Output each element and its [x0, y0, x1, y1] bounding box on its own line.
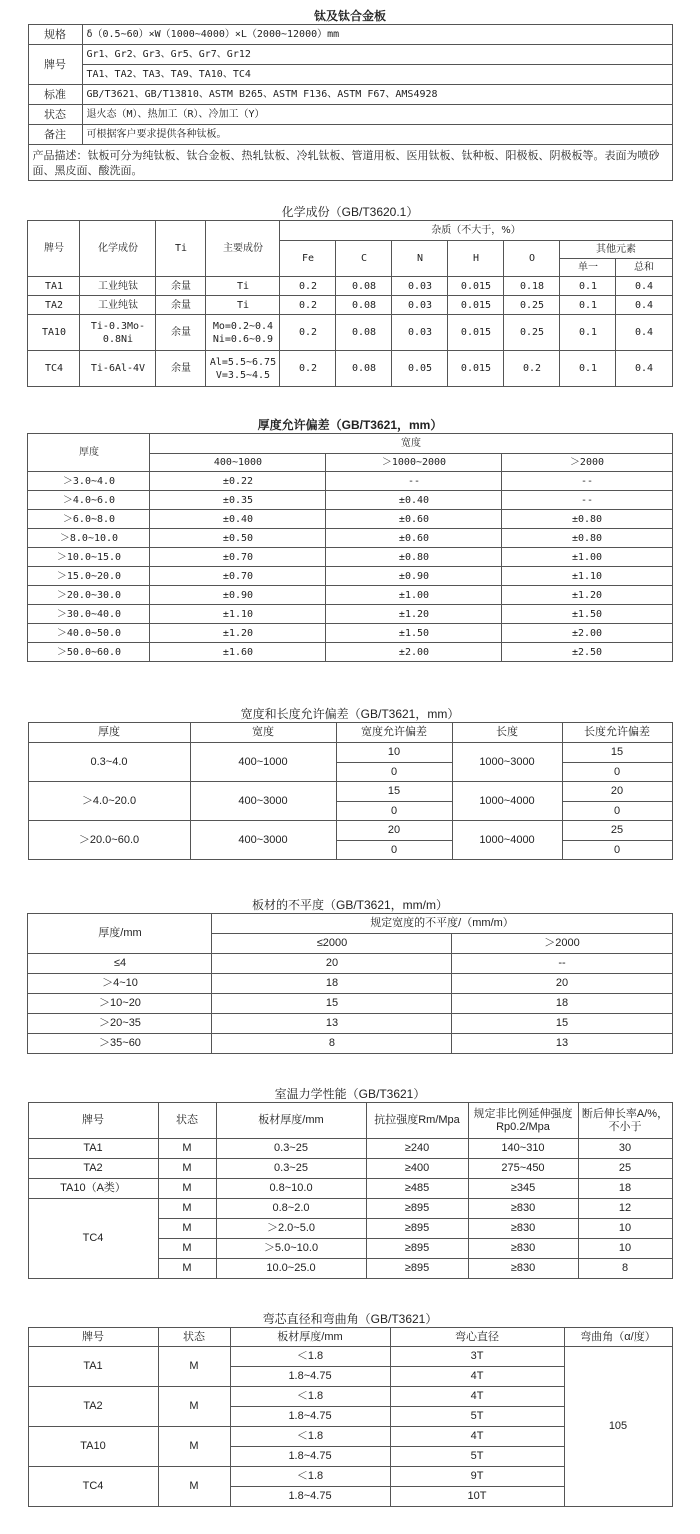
spec-value: GB/T3621、GB/T13810、ASTM B265、ASTM F136、ASTM F67、AMS4928 — [82, 85, 672, 105]
table-row — [28, 351, 672, 387]
chem-header-o: O — [504, 241, 560, 277]
table-row — [28, 472, 672, 491]
spec-row — [28, 125, 672, 145]
thick-tol-w1: ±0.70 — [150, 567, 326, 586]
chem-total: 0.4 — [616, 315, 672, 351]
spec-desc-row — [28, 145, 672, 181]
chem-header-row — [28, 221, 672, 241]
spec-title: 钛及钛合金板 — [313, 9, 386, 23]
spec-value: 退火态（M）、热加工（R）、冷加工（Y） — [82, 105, 672, 125]
bend-header-row — [28, 1328, 672, 1347]
spec-section — [0, 8, 700, 181]
thick-tol-w3: ±1.50 — [502, 605, 672, 624]
flat-thickness: ＞35~60 — [28, 1034, 212, 1054]
chem-h: 0.015 — [448, 277, 504, 296]
mech-rm: ≥485 — [366, 1179, 468, 1199]
table-row — [28, 296, 672, 315]
mech-rp: ≥830 — [468, 1219, 578, 1239]
chem-header-comp: 化学成份 — [80, 221, 156, 277]
mech-rm: ≥895 — [366, 1259, 468, 1279]
thick-tol-w1: ±0.50 — [150, 529, 326, 548]
bend-thickness: 1.8~4.75 — [230, 1487, 390, 1507]
bend-table — [28, 1327, 673, 1507]
mech-thickness: ＞2.0~5.0 — [216, 1219, 366, 1239]
table-row — [28, 624, 672, 643]
mech-header-rp: 规定非比例延伸强度Rp0.2/Mpa — [468, 1103, 578, 1139]
chem-total: 0.4 — [616, 296, 672, 315]
chem-main: Ti — [206, 296, 280, 315]
chem-title: 化学成份（GB/T3620.1） — [281, 205, 419, 219]
mech-elongation: 25 — [578, 1159, 672, 1179]
mech-thickness: 0.8~2.0 — [216, 1199, 366, 1219]
chem-header-total: 总和 — [616, 259, 672, 277]
bend-diameter: 10T — [390, 1487, 564, 1507]
flat-w1: 8 — [212, 1034, 452, 1054]
mech-elongation: 18 — [578, 1179, 672, 1199]
bend-diameter: 4T — [390, 1387, 564, 1407]
spec-row — [28, 65, 672, 85]
wl-tol-thickness: 0.3~4.0 — [28, 743, 190, 782]
chem-o: 0.25 — [504, 296, 560, 315]
wl-tol-width: 400~3000 — [190, 821, 336, 860]
thick-tol-table — [27, 433, 672, 662]
chem-comp: 工业纯钛 — [80, 277, 156, 296]
bend-diameter: 3T — [390, 1347, 564, 1367]
wl-tol-wtol-lower: 0 — [336, 763, 452, 782]
mech-rp: 275~450 — [468, 1159, 578, 1179]
spec-value: δ（0.5~60）×W（1000~4000）×L（2000~12000）mm — [82, 25, 672, 45]
wl-tol-length: 1000~4000 — [452, 782, 562, 821]
chem-grade: TA10 — [28, 315, 80, 351]
mech-header-thick: 板材厚度/mm — [216, 1103, 366, 1139]
thick-tol-header-w1: 400~1000 — [150, 454, 326, 472]
table-row — [28, 605, 672, 624]
bend-title: 弯芯直径和弯曲角（GB/T3621） — [262, 1312, 438, 1326]
flat-table — [27, 913, 672, 1054]
thick-tol-w1: ±0.90 — [150, 586, 326, 605]
thick-tol-w3: -- — [502, 491, 672, 510]
thick-tol-w2: ±1.00 — [326, 586, 502, 605]
bend-diameter: 9T — [390, 1467, 564, 1487]
bend-diameter: 4T — [390, 1427, 564, 1447]
table-row — [28, 277, 672, 296]
thick-tol-header-row — [28, 434, 672, 454]
mech-thickness: 0.8~10.0 — [216, 1179, 366, 1199]
chem-comp: 工业纯钛 — [80, 296, 156, 315]
thick-tol-w2: ±0.60 — [326, 510, 502, 529]
mech-elongation: 8 — [578, 1259, 672, 1279]
wl-tol-ltol-upper: 15 — [562, 743, 672, 763]
bend-state: M — [158, 1427, 230, 1467]
chem-single: 0.1 — [560, 296, 616, 315]
thick-tol-w3: ±1.20 — [502, 586, 672, 605]
mech-rm: ≥240 — [366, 1139, 468, 1159]
thick-tol-w3: ±1.00 — [502, 548, 672, 567]
mech-rm: ≥895 — [366, 1239, 468, 1259]
mech-header-grade: 牌号 — [28, 1103, 158, 1139]
mech-rm: ≥400 — [366, 1159, 468, 1179]
bend-section — [0, 1311, 700, 1507]
table-row — [28, 974, 672, 994]
mech-grade: TA2 — [28, 1159, 158, 1179]
mech-rp: ≥830 — [468, 1259, 578, 1279]
mech-elongation: 10 — [578, 1239, 672, 1259]
bend-header-angle: 弯曲角（α/度） — [564, 1328, 672, 1347]
bend-header-thick: 板材厚度/mm — [230, 1328, 390, 1347]
thick-tol-w1: ±1.60 — [150, 643, 326, 662]
chem-h: 0.015 — [448, 351, 504, 387]
wl-tol-wtol-upper: 10 — [336, 743, 452, 763]
chem-comp: Ti-0.3Mo-0.8Ni — [80, 315, 156, 351]
thick-tol-thickness: ＞8.0~10.0 — [28, 529, 150, 548]
mech-header-row — [28, 1103, 672, 1139]
wl-tol-wtol-upper: 15 — [336, 782, 452, 802]
thick-tol-w3: ±1.10 — [502, 567, 672, 586]
chem-comp: Ti-6Al-4V — [80, 351, 156, 387]
chem-grade: TA1 — [28, 277, 80, 296]
thick-tol-header-w3: ＞2000 — [502, 454, 672, 472]
chem-main: Al=5.5~6.75 V=3.5~4.5 — [206, 351, 280, 387]
table-row — [28, 954, 672, 974]
mech-rp: ≥830 — [468, 1239, 578, 1259]
wl-tol-header-width: 宽度 — [190, 723, 336, 743]
chem-o: 0.18 — [504, 277, 560, 296]
table-row — [28, 821, 672, 841]
bend-thickness: ＜1.8 — [230, 1467, 390, 1487]
flat-title: 板材的不平度（GB/T3621，mm/m） — [251, 898, 449, 912]
table-row — [28, 782, 672, 802]
chem-n: 0.03 — [392, 277, 448, 296]
chem-header-single: 单一 — [560, 259, 616, 277]
mech-header-state: 状态 — [158, 1103, 216, 1139]
thick-tol-header-width: 宽度 — [150, 434, 672, 454]
thick-tol-thickness: ＞40.0~50.0 — [28, 624, 150, 643]
table-row — [28, 1014, 672, 1034]
wl-tol-length: 1000~3000 — [452, 743, 562, 782]
chem-header-c: C — [336, 241, 392, 277]
mech-table — [28, 1102, 673, 1279]
spec-row — [28, 105, 672, 125]
flat-header-row — [28, 914, 672, 934]
chem-n: 0.05 — [392, 351, 448, 387]
table-row — [28, 1179, 672, 1199]
table-row — [28, 548, 672, 567]
wl-tol-header-ltol: 长度允许偏差 — [562, 723, 672, 743]
chem-fe: 0.2 — [280, 296, 336, 315]
thick-tol-w2: ±1.50 — [326, 624, 502, 643]
chem-c: 0.08 — [336, 351, 392, 387]
table-row — [28, 1347, 672, 1367]
wl-tol-ltol-lower: 0 — [562, 841, 672, 860]
bend-diameter: 5T — [390, 1447, 564, 1467]
spec-table — [28, 24, 673, 181]
thick-tol-w1: ±1.10 — [150, 605, 326, 624]
bend-thickness: ＜1.8 — [230, 1347, 390, 1367]
chem-o: 0.25 — [504, 315, 560, 351]
thick-tol-header-thick: 厚度 — [28, 434, 150, 472]
spec-label: 标准 — [28, 85, 82, 105]
mech-elongation: 30 — [578, 1139, 672, 1159]
spec-value: Gr1、Gr2、Gr3、Gr5、Gr7、Gr12 — [82, 45, 672, 65]
table-row — [28, 567, 672, 586]
wl-tol-title: 宽度和长度允许偏差（GB/T3621，mm） — [240, 707, 460, 721]
chem-single: 0.1 — [560, 315, 616, 351]
spec-value: 可根据客户要求提供各种钛板。 — [82, 125, 672, 145]
flat-thickness: ＞10~20 — [28, 994, 212, 1014]
bend-diameter: 4T — [390, 1367, 564, 1387]
wl-tol-header-thick: 厚度 — [28, 723, 190, 743]
mech-thickness: 0.3~25 — [216, 1159, 366, 1179]
bend-thickness: ＜1.8 — [230, 1387, 390, 1407]
bend-header-state: 状态 — [158, 1328, 230, 1347]
bend-grade: TA1 — [28, 1347, 158, 1387]
chem-table — [27, 220, 672, 387]
flat-header-thick: 厚度/mm — [28, 914, 212, 954]
mech-state: M — [158, 1139, 216, 1159]
flat-w1: 15 — [212, 994, 452, 1014]
table-row — [28, 743, 672, 763]
chem-header-other: 其他元素 — [560, 241, 672, 259]
thick-tol-w2: ±1.20 — [326, 605, 502, 624]
chem-total: 0.4 — [616, 351, 672, 387]
flat-w2: 20 — [452, 974, 672, 994]
spec-row — [28, 25, 672, 45]
flat-w1: 13 — [212, 1014, 452, 1034]
spec-row — [28, 45, 672, 65]
table-row — [28, 1034, 672, 1054]
thick-tol-thickness: ＞20.0~30.0 — [28, 586, 150, 605]
bend-diameter: 5T — [390, 1407, 564, 1427]
flat-w2: 18 — [452, 994, 672, 1014]
bend-thickness: ＜1.8 — [230, 1427, 390, 1447]
mech-thickness: 0.3~25 — [216, 1139, 366, 1159]
mech-thickness: 10.0~25.0 — [216, 1259, 366, 1279]
chem-c: 0.08 — [336, 296, 392, 315]
mech-state: M — [158, 1259, 216, 1279]
bend-grade: TA2 — [28, 1387, 158, 1427]
table-row — [28, 529, 672, 548]
thick-tol-thickness: ＞3.0~4.0 — [28, 472, 150, 491]
flat-header-spec: 规定宽度的不平度/（mm/m） — [212, 914, 672, 934]
bend-grade: TC4 — [28, 1467, 158, 1507]
spec-value: TA1、TA2、TA3、TA9、TA10、TC4 — [82, 65, 672, 85]
thick-tol-thickness: ＞15.0~20.0 — [28, 567, 150, 586]
wl-tol-width: 400~3000 — [190, 782, 336, 821]
mech-rm: ≥895 — [366, 1219, 468, 1239]
table-row — [28, 586, 672, 605]
wl-tol-ltol-upper: 25 — [562, 821, 672, 841]
chem-h: 0.015 — [448, 296, 504, 315]
thick-tol-header-w2: ＞1000~2000 — [326, 454, 502, 472]
flat-thickness: ＞4~10 — [28, 974, 212, 994]
table-row — [28, 315, 672, 351]
wl-tol-thickness: ＞4.0~20.0 — [28, 782, 190, 821]
bend-thickness: 1.8~4.75 — [230, 1367, 390, 1387]
wl-tol-length: 1000~4000 — [452, 821, 562, 860]
thick-tol-w2: ±0.40 — [326, 491, 502, 510]
bend-grade: TA10 — [28, 1427, 158, 1467]
chem-header-fe: Fe — [280, 241, 336, 277]
flat-thickness: ＞20~35 — [28, 1014, 212, 1034]
chem-header-h: H — [448, 241, 504, 277]
chem-section — [0, 204, 700, 387]
bend-thickness: 1.8~4.75 — [230, 1447, 390, 1467]
mech-grade: TC4 — [28, 1199, 158, 1279]
bend-state: M — [158, 1387, 230, 1427]
bend-state: M — [158, 1347, 230, 1387]
mech-rm: ≥895 — [366, 1199, 468, 1219]
mech-thickness: ＞5.0~10.0 — [216, 1239, 366, 1259]
chem-main: Mo=0.2~0.4 Ni=0.6~0.9 — [206, 315, 280, 351]
mech-header-rm: 抗拉强度Rm/Mpa — [366, 1103, 468, 1139]
mech-elongation: 10 — [578, 1219, 672, 1239]
thick-tol-thickness: ＞30.0~40.0 — [28, 605, 150, 624]
wl-tol-section — [0, 706, 700, 860]
chem-o: 0.2 — [504, 351, 560, 387]
mech-state: M — [158, 1239, 216, 1259]
thick-tol-w3: ±2.50 — [502, 643, 672, 662]
thick-tol-w1: ±0.35 — [150, 491, 326, 510]
chem-header-n: N — [392, 241, 448, 277]
bend-angle: 105 — [564, 1347, 672, 1507]
thick-tol-thickness: ＞4.0~6.0 — [28, 491, 150, 510]
chem-grade: TC4 — [28, 351, 80, 387]
spec-label: 备注 — [28, 125, 82, 145]
wl-tol-ltol-lower: 0 — [562, 802, 672, 821]
chem-header-ti: Ti — [156, 221, 206, 277]
thick-tol-w2: ±0.80 — [326, 548, 502, 567]
wl-tol-header-row — [28, 723, 672, 743]
chem-grade: TA2 — [28, 296, 80, 315]
table-row — [28, 643, 672, 662]
chem-single: 0.1 — [560, 277, 616, 296]
chem-fe: 0.2 — [280, 351, 336, 387]
mech-state: M — [158, 1219, 216, 1239]
thick-tol-w3: ±0.80 — [502, 510, 672, 529]
flat-thickness: ≤4 — [28, 954, 212, 974]
flat-header-w2: ＞2000 — [452, 934, 672, 954]
chem-fe: 0.2 — [280, 277, 336, 296]
thick-tol-w1: ±0.40 — [150, 510, 326, 529]
spec-label: 规格 — [28, 25, 82, 45]
bend-state: M — [158, 1467, 230, 1507]
thick-tol-w1: ±0.70 — [150, 548, 326, 567]
thick-tol-w2: ±2.00 — [326, 643, 502, 662]
thick-tol-w3: -- — [502, 472, 672, 491]
mech-elongation: 12 — [578, 1199, 672, 1219]
chem-total: 0.4 — [616, 277, 672, 296]
table-row — [28, 491, 672, 510]
wl-tol-wtol-upper: 20 — [336, 821, 452, 841]
chem-n: 0.03 — [392, 315, 448, 351]
table-row — [28, 1199, 672, 1219]
flat-w2: -- — [452, 954, 672, 974]
flat-w1: 20 — [212, 954, 452, 974]
flat-section — [0, 897, 700, 1054]
thick-tol-w3: ±2.00 — [502, 624, 672, 643]
mech-state: M — [158, 1199, 216, 1219]
bend-thickness: 1.8~4.75 — [230, 1407, 390, 1427]
thick-tol-title: 厚度允许偏差（GB/T3621，mm） — [257, 418, 443, 432]
thick-tol-thickness: ＞6.0~8.0 — [28, 510, 150, 529]
thick-tol-section — [0, 417, 700, 662]
wl-tol-header-len: 长度 — [452, 723, 562, 743]
mech-rp: ≥345 — [468, 1179, 578, 1199]
chem-fe: 0.2 — [280, 315, 336, 351]
wl-tol-wtol-lower: 0 — [336, 802, 452, 821]
thick-tol-thickness: ＞50.0~60.0 — [28, 643, 150, 662]
thick-tol-w1: ±0.22 — [150, 472, 326, 491]
chem-main: Ti — [206, 277, 280, 296]
flat-w1: 18 — [212, 974, 452, 994]
bend-header-dia: 弯心直径 — [390, 1328, 564, 1347]
flat-header-w1: ≤2000 — [212, 934, 452, 954]
mech-state: M — [158, 1159, 216, 1179]
flat-w2: 13 — [452, 1034, 672, 1054]
wl-tol-ltol-upper: 20 — [562, 782, 672, 802]
chem-h: 0.015 — [448, 315, 504, 351]
spec-label: 状态 — [28, 105, 82, 125]
chem-header-impurity: 杂质（不大于，%） — [280, 221, 672, 241]
thick-tol-w3: ±0.80 — [502, 529, 672, 548]
chem-ti: 余量 — [156, 315, 206, 351]
wl-tol-thickness: ＞20.0~60.0 — [28, 821, 190, 860]
chem-n: 0.03 — [392, 296, 448, 315]
thick-tol-w2: ±0.60 — [326, 529, 502, 548]
thick-tol-thickness: ＞10.0~15.0 — [28, 548, 150, 567]
thick-tol-w2: ±0.90 — [326, 567, 502, 586]
table-row — [28, 1139, 672, 1159]
thick-tol-w1: ±1.20 — [150, 624, 326, 643]
mech-state: M — [158, 1179, 216, 1199]
mech-title: 室温力学性能（GB/T3621） — [274, 1087, 426, 1101]
chem-c: 0.08 — [336, 315, 392, 351]
mech-section — [0, 1086, 700, 1279]
wl-tol-wtol-lower: 0 — [336, 841, 452, 860]
wl-tol-width: 400~1000 — [190, 743, 336, 782]
spec-description: 产品描述：钛板可分为纯钛板、钛合金板、热轧钛板、冷轧钛板、管道用板、医用钛板、钛种板、阳极板、阴极板等。表面为喷砂面、黑皮面、酸洗面。 — [28, 145, 672, 181]
spec-row — [28, 85, 672, 105]
mech-grade: TA1 — [28, 1139, 158, 1159]
mech-rp: 140~310 — [468, 1139, 578, 1159]
mech-rp: ≥830 — [468, 1199, 578, 1219]
chem-header-grade: 牌号 — [28, 221, 80, 277]
chem-header-main: 主要成份 — [206, 221, 280, 277]
wl-tol-table — [28, 722, 673, 860]
bend-header-grade: 牌号 — [28, 1328, 158, 1347]
chem-ti: 余量 — [156, 351, 206, 387]
spec-label: 牌号 — [28, 45, 82, 85]
mech-grade: TA10（A类） — [28, 1179, 158, 1199]
table-row — [28, 1159, 672, 1179]
table-row — [28, 994, 672, 1014]
chem-ti: 余量 — [156, 277, 206, 296]
chem-ti: 余量 — [156, 296, 206, 315]
flat-w2: 15 — [452, 1014, 672, 1034]
wl-tol-ltol-lower: 0 — [562, 763, 672, 782]
table-row — [28, 510, 672, 529]
chem-c: 0.08 — [336, 277, 392, 296]
mech-header-a: 断后伸长率A/%，不小于 — [578, 1103, 672, 1139]
chem-single: 0.1 — [560, 351, 616, 387]
thick-tol-w2: -- — [326, 472, 502, 491]
wl-tol-header-wtol: 宽度允许偏差 — [336, 723, 452, 743]
